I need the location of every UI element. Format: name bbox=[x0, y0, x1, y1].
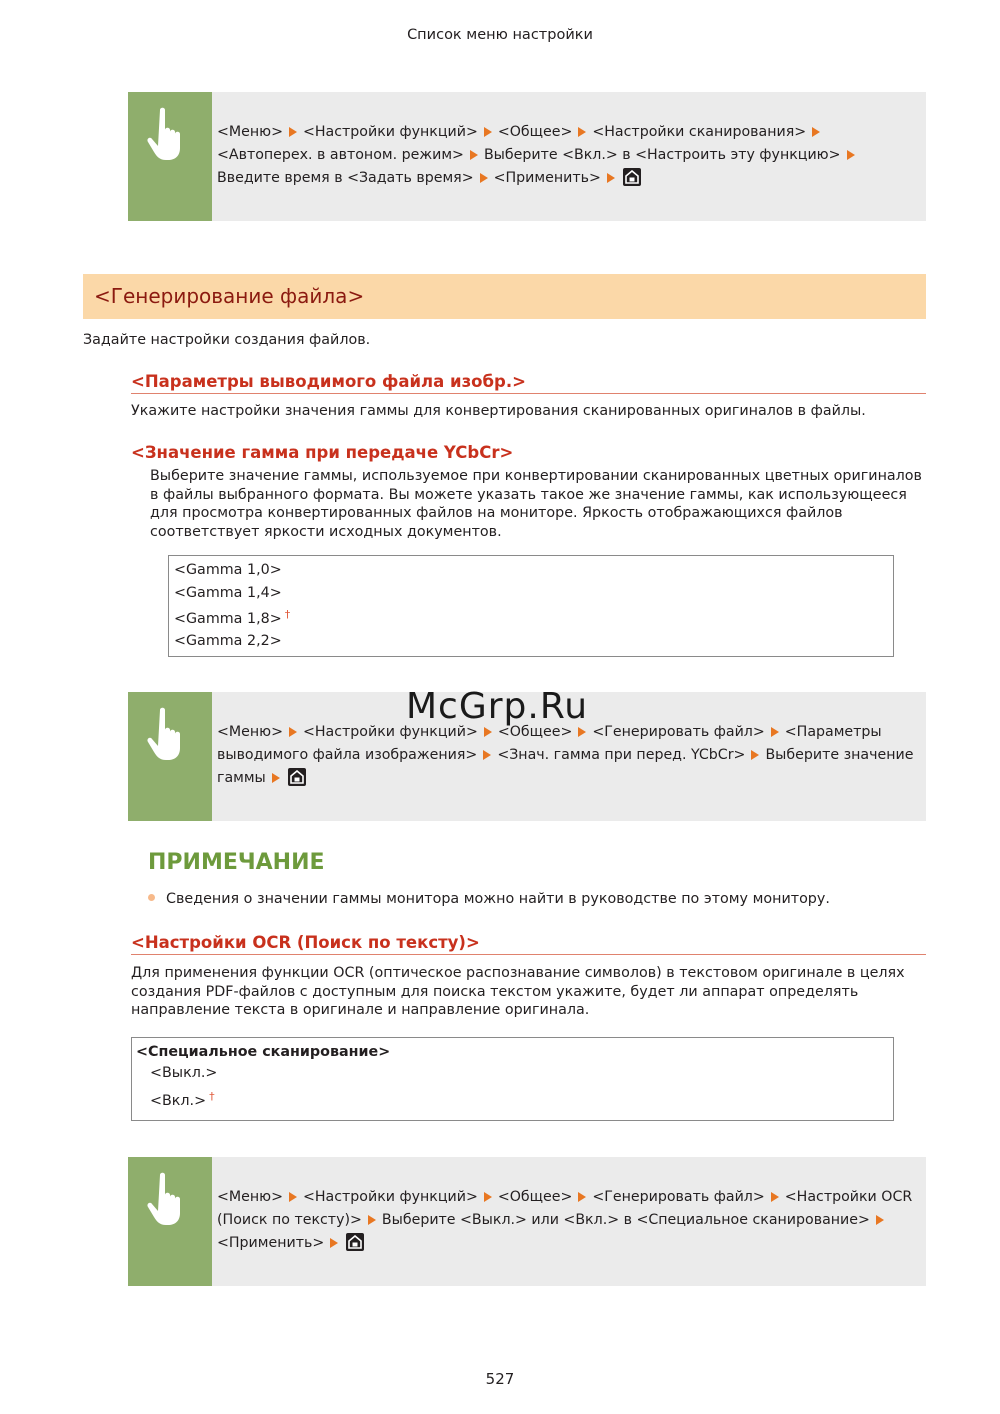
arrow-right-icon bbox=[330, 1238, 338, 1248]
step: <Генерировать файл> bbox=[592, 1189, 765, 1205]
arrow-right-icon bbox=[484, 127, 492, 137]
home-icon bbox=[346, 1233, 364, 1251]
arrow-right-icon bbox=[771, 1192, 779, 1202]
home-icon bbox=[288, 768, 306, 786]
touch-hand-icon bbox=[146, 706, 194, 762]
ocr-box-title: <Специальное сканирование> bbox=[136, 1044, 391, 1060]
home-icon bbox=[623, 168, 641, 186]
default-marker: † bbox=[209, 1090, 215, 1103]
step: Выберите значение гаммы bbox=[217, 747, 914, 786]
output-params-heading: <Параметры выводимого файла изобр.> bbox=[131, 372, 926, 394]
section-title-band bbox=[83, 274, 926, 319]
watermark-text: McGrp.Ru bbox=[406, 686, 589, 727]
step: <Общее> bbox=[497, 1189, 573, 1205]
arrow-right-icon bbox=[578, 727, 586, 737]
note-title: ПРИМЕЧАНИЕ bbox=[148, 850, 325, 875]
arrow-right-icon bbox=[484, 727, 492, 737]
ocr-option-default: <Вкл.> † bbox=[150, 1090, 215, 1109]
step: <Настройки сканирования> bbox=[592, 124, 807, 140]
page-header-title: Список меню настройки bbox=[407, 27, 593, 43]
gamma-text: Выберите значение гаммы, используемое при конвертировании сканированных цветных оригиналов в файлы выбранного формата. Вы можете указать такое же значение гаммы, как использующееся для просмотра конвертированных файлов на мониторе. Яркость отображающихся файлов соответствует яркости исходных документов. bbox=[150, 468, 922, 540]
output-params-text: Укажите настройки значения гаммы для конвертирования сканированных оригиналов в файлы. bbox=[131, 403, 866, 419]
ocr-heading: <Настройки OCR (Поиск по тексту)> bbox=[131, 933, 926, 955]
touch-hand-icon bbox=[146, 1171, 194, 1227]
default-marker: † bbox=[284, 608, 291, 621]
step: <Настройки функций> bbox=[302, 124, 478, 140]
arrow-right-icon bbox=[751, 750, 759, 760]
gamma-options-box bbox=[168, 555, 894, 657]
step: <Меню> bbox=[217, 724, 283, 740]
step: Выберите <Выкл.> или <Вкл.> в <Специальное сканирование> bbox=[381, 1212, 870, 1228]
operation-steps-box-3 bbox=[128, 1157, 926, 1286]
gamma-option: <Gamma 2,2> bbox=[174, 633, 282, 649]
arrow-right-icon bbox=[578, 1192, 586, 1202]
note-item: Сведения о значении гаммы монитора можно найти в руководстве по этому монитору. bbox=[148, 891, 830, 907]
gamma-option-default: <Gamma 1,8> † bbox=[174, 608, 291, 627]
arrow-right-icon bbox=[484, 1192, 492, 1202]
step: <Меню> bbox=[217, 124, 283, 140]
step: <Общее> bbox=[497, 724, 573, 740]
operation-side-bar bbox=[128, 92, 212, 221]
step: <Знач. гамма при перед. YCbCr> bbox=[497, 747, 746, 763]
ocr-option: <Выкл.> bbox=[150, 1065, 218, 1081]
operation-steps-box-1 bbox=[128, 92, 926, 221]
arrow-right-icon bbox=[607, 173, 615, 183]
arrow-right-icon bbox=[771, 727, 779, 737]
step: <Применить> bbox=[217, 1235, 325, 1251]
arrow-right-icon bbox=[272, 773, 280, 783]
arrow-right-icon bbox=[812, 127, 820, 137]
step: <Параметры выводимого файла изображения> bbox=[217, 724, 882, 763]
section-intro: Задайте настройки создания файлов. bbox=[83, 332, 371, 348]
step: Введите время в <Задать время> bbox=[217, 170, 474, 186]
gamma-option: <Gamma 1,0> bbox=[174, 562, 282, 578]
step: <Настройки OCR (Поиск по тексту)> bbox=[217, 1189, 913, 1228]
bullet-icon bbox=[148, 894, 155, 901]
operation-side-bar bbox=[128, 692, 212, 821]
arrow-right-icon bbox=[847, 150, 855, 160]
step: <Генерировать файл> bbox=[592, 724, 765, 740]
step: <Меню> bbox=[217, 1189, 283, 1205]
gamma-heading: <Значение гамма при передаче YCbCr> bbox=[131, 443, 514, 462]
step: <Применить> bbox=[493, 170, 601, 186]
step: Выберите <Вкл.> в <Настроить эту функцию> bbox=[483, 147, 841, 163]
section-title: <Генерирование файла> bbox=[94, 284, 365, 308]
step: <Настройки функций> bbox=[302, 724, 478, 740]
arrow-right-icon bbox=[483, 750, 491, 760]
arrow-right-icon bbox=[368, 1215, 376, 1225]
operation-steps-text bbox=[217, 721, 918, 790]
page-number: 527 bbox=[485, 1370, 515, 1388]
arrow-right-icon bbox=[289, 127, 297, 137]
step: <Автопереx. в автоном. режим> bbox=[217, 147, 464, 163]
step: <Общее> bbox=[497, 124, 573, 140]
arrow-right-icon bbox=[289, 727, 297, 737]
arrow-right-icon bbox=[876, 1215, 884, 1225]
arrow-right-icon bbox=[480, 173, 488, 183]
arrow-right-icon bbox=[289, 1192, 297, 1202]
operation-steps-text bbox=[217, 121, 918, 190]
step: <Настройки функций> bbox=[302, 1189, 478, 1205]
arrow-right-icon bbox=[470, 150, 478, 160]
operation-side-bar bbox=[128, 1157, 212, 1286]
gamma-option: <Gamma 1,4> bbox=[174, 585, 282, 601]
touch-hand-icon bbox=[146, 106, 194, 162]
ocr-text: Для применения функции OCR (оптическое распознавание символов) в текстовом оригинале в целях создания PDF-файлов с доступным для поиска текстом укажите, будет ли аппарат определять направление текста в оригинале и направление оригинала. bbox=[131, 965, 905, 1018]
ocr-options-box bbox=[131, 1037, 894, 1121]
operation-steps-text bbox=[217, 1186, 918, 1255]
arrow-right-icon bbox=[578, 127, 586, 137]
